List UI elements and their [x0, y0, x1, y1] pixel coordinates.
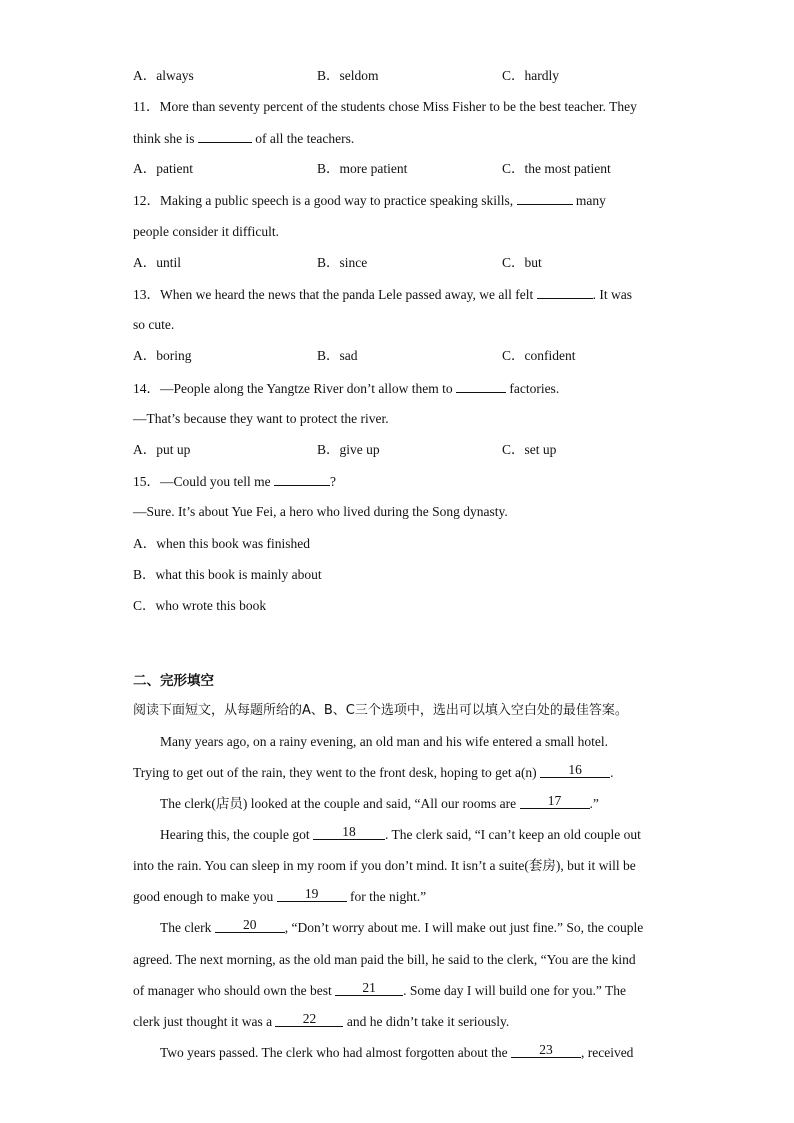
q12-option-b: B．since — [317, 255, 368, 270]
cloze-blank-21 — [335, 980, 403, 996]
passage-text: for the night.” — [349, 889, 427, 904]
passage-line — [133, 886, 427, 905]
passage-text: Two years passed. The clerk who had almost forgotten about the — [160, 1045, 508, 1060]
q13-answer-blank — [537, 286, 593, 299]
q14-stem-post: factories. — [509, 381, 560, 396]
q14-option-a: A．put up — [133, 442, 191, 457]
cloze-number: 22 — [302, 1011, 317, 1026]
q12-option-a: A．until — [133, 255, 182, 270]
q10-option-c: C．hardly — [502, 68, 559, 83]
q14-option-c: C．set up — [502, 442, 557, 457]
q15-stem-post: ? — [330, 474, 336, 489]
q14-stem-line2: —That’s because they want to protect the river. — [133, 411, 389, 426]
q11-option-b: B．more patient — [317, 161, 408, 176]
q11-stem-pre: think she is — [133, 131, 195, 146]
q11-option-a: A．patient — [133, 161, 193, 176]
passage-line: agreed. The next morning, as the old man paid the bill, he said to the clerk, “You are the kind — [133, 952, 636, 967]
q12-option-c: C．but — [502, 255, 542, 270]
q12-answer-blank — [517, 192, 573, 205]
cloze-number: 20 — [242, 917, 257, 932]
cloze-blank-17 — [520, 793, 590, 809]
passage-text: .” — [589, 796, 599, 811]
passage-text: . — [610, 765, 614, 780]
cloze-number: 16 — [568, 762, 582, 777]
passage-text: . The clerk said, “I can’t keep an old couple out — [384, 827, 641, 842]
cloze-blank-23 — [511, 1042, 581, 1058]
q11-stem-line1: 11．More than seventy percent of the students chose Miss Fisher to be the best teacher. They — [133, 99, 637, 114]
passage-line — [160, 1042, 634, 1061]
q11-stem-post: of all the teachers. — [255, 131, 355, 146]
passage-text: good enough to make you — [133, 889, 274, 904]
cloze-number: 19 — [304, 886, 319, 901]
passage-line — [133, 762, 614, 781]
q10-option-b: B．seldom — [317, 68, 379, 83]
cloze-blank-18 — [313, 824, 385, 840]
q14-answer-blank — [456, 380, 506, 393]
q15-stem-line1 — [133, 473, 336, 490]
passage-line — [133, 1011, 510, 1030]
passage-text: . Some day I will build one for you.” The — [403, 983, 626, 998]
q13-stem-line2: so cute. — [133, 317, 175, 332]
passage-line — [160, 917, 644, 936]
passage-line: into the rain. You can sleep in my room if you don’t mind. It isn’t a suite(套房), but it will be — [133, 858, 636, 873]
passage-text: , received — [580, 1045, 634, 1060]
passage-text: The clerk — [160, 920, 212, 935]
q12-stem-post: many — [575, 193, 606, 208]
q13-stem-post: . It was — [592, 287, 632, 302]
q15-option-c: C．who wrote this book — [133, 598, 267, 613]
cloze-number: 21 — [362, 980, 376, 995]
passage-text: , “Don’t worry about me. I will make out just fine.” So, the couple — [284, 920, 644, 935]
q10-option-a: A．always — [133, 68, 194, 83]
passage-text: The clerk(店员) looked at the couple and said, “All our rooms are — [160, 796, 517, 811]
q15-stem-pre: 15．—Could you tell me — [133, 474, 271, 489]
section-instruction: 阅读下面短文，从每题所给的A、B、C三个选项中，选出可以填入空白处的最佳答案。 — [133, 703, 628, 718]
q14-stem-line1 — [133, 380, 559, 397]
cloze-number: 17 — [547, 793, 562, 808]
passage-line — [160, 793, 599, 812]
q11-option-c: C．the most patient — [502, 161, 611, 176]
passage-text: Hearing this, the couple got — [160, 827, 310, 842]
q11-stem-line2 — [133, 130, 354, 147]
q13-stem-line1 — [133, 286, 632, 303]
cloze-blank-19 — [277, 886, 347, 902]
q15-stem-line2: —Sure. It’s about Yue Fei, a hero who lived during the Song dynasty. — [133, 504, 508, 519]
cloze-blank-22 — [275, 1011, 343, 1027]
q14-option-b: B．give up — [317, 442, 380, 457]
cloze-number: 23 — [539, 1042, 553, 1057]
passage-line — [160, 824, 641, 843]
passage-text: Trying to get out of the rain, they went to the front desk, hoping to get a(n) — [133, 765, 537, 780]
passage-line — [133, 980, 626, 999]
cloze-blank-20 — [215, 917, 285, 933]
q15-answer-blank — [274, 473, 330, 486]
cloze-blank-16 — [540, 762, 610, 778]
passage-text: clerk just thought it was a — [133, 1014, 273, 1029]
q11-answer-blank — [198, 130, 252, 143]
q12-stem-line1 — [133, 192, 606, 209]
cloze-number: 18 — [342, 824, 356, 839]
q13-option-a: A．boring — [133, 348, 192, 363]
passage-text: and he didn’t take it seriously. — [346, 1014, 510, 1029]
q12-stem-line2: people consider it difficult. — [133, 224, 279, 239]
q14-stem-pre: 14．—People along the Yangtze River don’t allow them to — [133, 381, 453, 396]
q12-stem-pre: 12．Making a public speech is a good way to practice speaking skills, — [133, 193, 514, 208]
q13-stem-pre: 13．When we heard the news that the panda Lele passed away, we all felt — [133, 287, 534, 302]
q15-option-b: B．what this book is mainly about — [133, 567, 322, 582]
passage-text: of manager who should own the best — [133, 983, 332, 998]
q13-option-b: B．sad — [317, 348, 358, 363]
section-heading: 二、完形填空 — [133, 673, 214, 689]
q15-option-a: A．when this book was finished — [133, 536, 310, 551]
q13-option-c: C．confident — [502, 348, 576, 363]
passage-line: Many years ago, on a rainy evening, an old man and his wife entered a small hotel. — [160, 734, 608, 749]
